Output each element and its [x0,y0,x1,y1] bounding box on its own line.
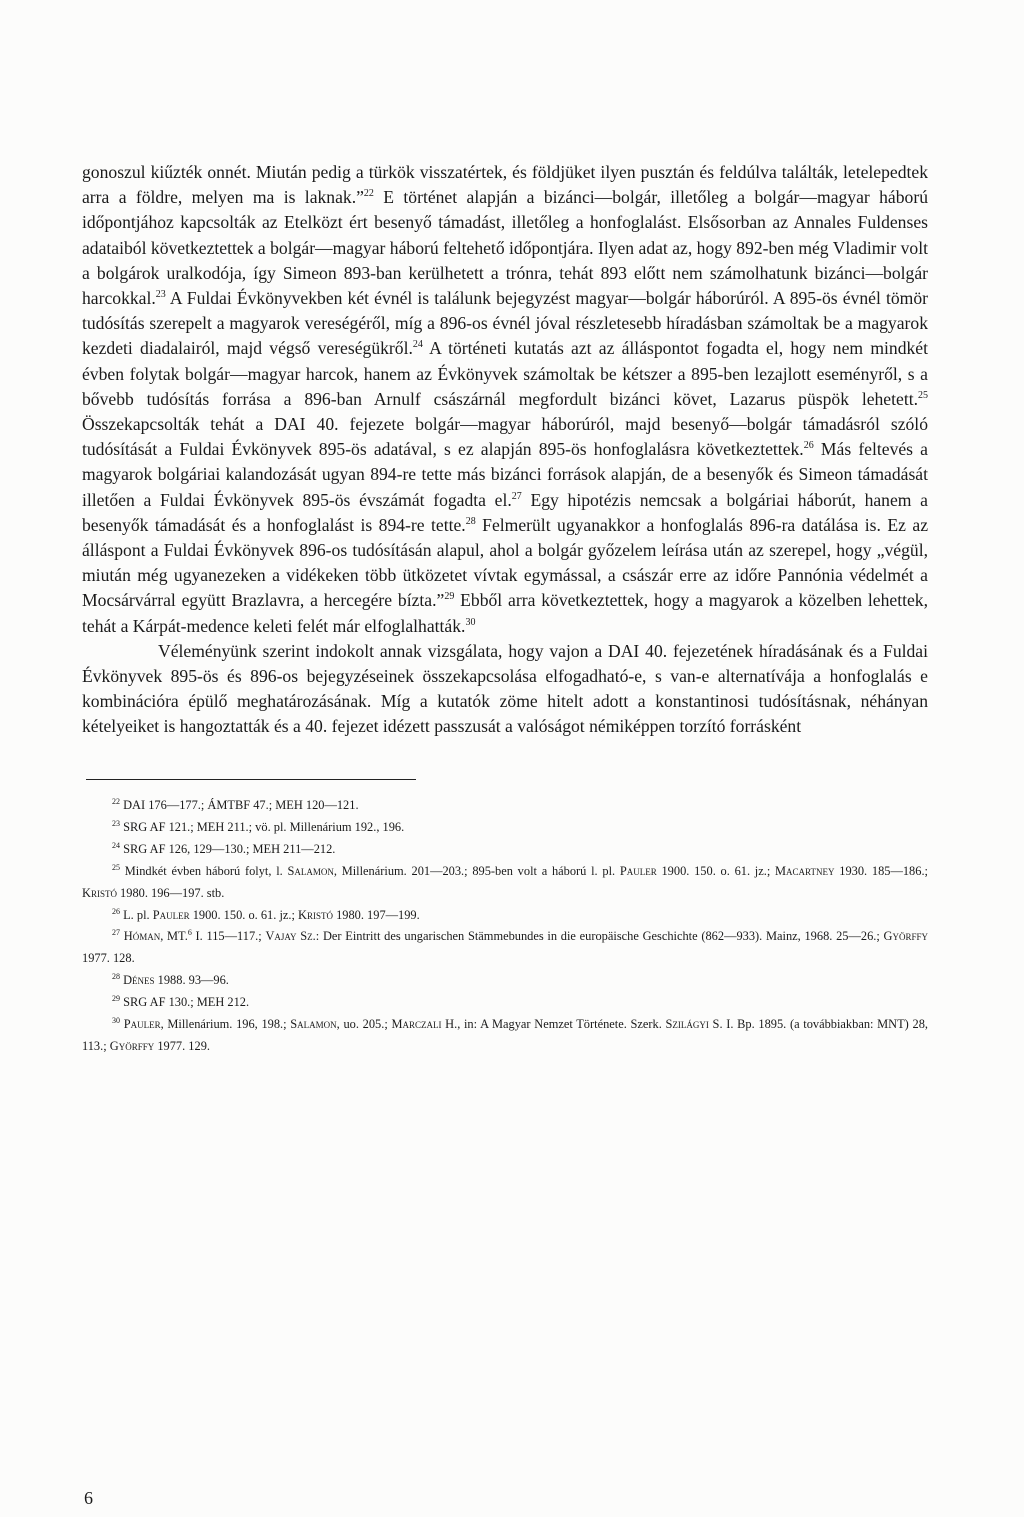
footnote-number: 26 [112,906,120,916]
author-name: Hóman [123,929,161,944]
author-name: Vajay Sz. [265,929,316,944]
footnote-ref-22[interactable]: 22 [363,188,374,200]
footnote-text: SRG AF 130.; MEH 212. [123,995,250,1010]
footnote-ref-24[interactable]: 24 [412,339,423,351]
footnote-text: L. pl. [123,907,153,922]
footnotes [82,795,928,1058]
main-text [82,160,928,740]
page-number: 6 [84,1488,93,1508]
footnote-28 [82,970,928,992]
footnote-text: , Millenárium. 201—203.; 895-ben volt a háború l. pl. [333,863,620,878]
footnote-ref-30[interactable]: 30 [465,616,476,628]
footnote-text: , MT. [160,929,188,944]
footnote-text: SRG AF 126, 129—130.; MEH 211—212. [123,841,336,856]
footnote-ref-27[interactable]: 27 [511,490,522,502]
footnote-ref-28[interactable]: 28 [465,515,476,527]
footnote-number: 30 [112,1015,120,1025]
footnote-text: 1930. 185—186.; [834,863,928,878]
footnote-number: 27 [112,928,120,938]
author-name: Macartney [775,863,835,878]
footnote-text: 1977. 129. [154,1038,210,1053]
text-segment: Más feltevés a magyarok bolgáriai kalandozását ugyan 894-re tette más bizánci források alapján, de a besenyők és Simeon támadását illetően a Fuldai Évkönyvek 895-ös évszámát fogadta el. [82,439,928,510]
footnote-23 [82,817,928,839]
paragraph-2 [82,639,928,740]
footnote-25 [82,861,928,905]
text-segment: Ebből arra következtettek, hogy a magyarok a közelben lehettek, tehát a Kárpát-medence keleti felét már elfoglalhatták. [82,590,929,636]
footnote-ref-23[interactable]: 23 [155,289,166,301]
footnote-ref-25[interactable]: 25 [918,389,928,401]
footnote-number: 23 [112,818,120,828]
footnote-text: I. 115—117.; [191,929,266,944]
footnote-26 [82,905,928,927]
footnote-ref-29[interactable]: 29 [444,591,455,603]
text-segment: A Fuldai Évkönyvekben két évnél is találunk bejegyzést magyar—bolgár háborúról. A 895-ös évnél tömör tudósítás szerepelt a magyarok vereségéről, míg a 896-os évnél jóval részletesebb híradásban számoltak be a magyarok kezdeti diadalairól, majd végső vereségükről. [82,288,928,359]
footnote-29 [82,992,928,1014]
text-segment: Felmerült ugyanakkor a honfoglalás 896-ra datálása is. Ez az álláspont a Fuldai Évkönyvek 896-os tudósításán alapul, ahol a bolgár győzelem leírása után az szerepel, hogy „végül, miután még ugyanezeken a vidékeken több ütközetet vívtak egymással, a császár erre az időre Pannónia védelmét a Mocsárvárral együtt Brazlavra, a hercegére bízta.” [82,514,928,611]
footnote-text: , Millenárium. 196, 198.; [160,1017,291,1032]
text-segment: Összekapcsolták tehát a DAI 40. fejezete bolgár—magyar háborúról, majd besenyő—bolgár támadásról szóló tudósítását a Fuldai Évkönyvek 895-ös adatával, s ez alapján 895-ös honfoglalásra következtettek. [82,414,928,460]
paragraph-1 [82,160,928,639]
footnote-text: Mindkét évben háború folyt, l. [124,863,288,878]
text-segment: Egy hipotézis nemcsak a bolgáriai háborút, hanem a besenyők támadását és a honfoglalást is 894-re tette. [82,489,928,535]
footnote-text: 1900. 150. o. 61. jz.; [656,863,776,878]
footnote-number: 28 [112,972,120,982]
author-name: Szilágyi S. [665,1017,723,1032]
text-segment: Véleményünk szerint indokolt annak vizsgálata, hogy vajon a DAI 40. fejezetének híradásának és a Fuldai Évkönyvek 895-ös és 896-os bejegyzéseinek összekapcsolása elfogadható-e, s van-e alternatívája a honfoglalás e kombinációra épülő meghatározásának. Míg a kutatók zöme hitelt adott a konstantinosi tudósításnak, néhányan kételyeiket is hangoztatták és a 40. fejezet idézett passzusát a valóságot némiképpen torzító forrásként [82,640,928,737]
footnote-text: , in: A Magyar Nemzet Története. Szerk. [457,1017,666,1032]
footnote-text: I. Bp. 1895. (a továbbiakban: MNT) 28, 113.; [82,1017,928,1053]
footnote-text: 1977. 128. [82,951,135,966]
author-name: Kristó [82,885,117,900]
footnote-24 [82,839,928,861]
footnote-22 [82,795,928,817]
footnote-27 [82,926,928,970]
author-name: Salamon [290,1017,337,1032]
footnote-text: SRG AF 121.; MEH 211.; vö. pl. Millenárium 192., 196. [123,819,405,834]
author-name: Györffy [883,929,929,944]
footnote-number: 22 [112,796,120,806]
author-name: Pauler [123,1017,161,1032]
author-name: Dénes [123,973,155,988]
footnote-text: , uo. 205.; [336,1017,392,1032]
footnote-number: 29 [112,994,120,1004]
footnote-text: 1980. 196—197. stb. [116,885,225,900]
text-segment: A történeti kutatás azt az álláspontot fogadta el, hogy nem mindkét évben folytak bolgár—magyar harcok, hanem az Évkönyvek számoltak be kétszer a 895-ben lezajlott eseményről, s a bővebb tudósítás forrása a 896-ban Arnulf császárnál megfordult bizánci követ, Lazarus püspök lehetett. [82,338,928,409]
author-name: Salamon [287,863,334,878]
author-name: Kristó [298,907,333,922]
text-segment: E történet alapján a bizánci—bolgár, illetőleg a bolgár—magyar háború időpontjához kapcsolták az Etelközt ért besenyő támadást, illetőleg a honfoglalást. Elsősorban az Annales Fuldenses adataiból következtettek a bolgár—magyar háború feltehető időpontjára. Ilyen adat az, hogy 892-ben még Vladimir volt a bolgárok uralkodója, így Simeon 893-ban kerülhetett a trónra, tehát 893 előtt nem számolhatunk bizánci—bolgár harcokkal. [82,187,928,309]
footnote-text: 1988. 93—96. [154,973,229,988]
author-name: Pauler [152,907,190,922]
author-name: Marczali H. [391,1017,458,1032]
author-name: Pauler [619,863,657,878]
author-name: Györffy [109,1038,155,1053]
text-segment: gonoszul kiűzték onnét. Miután pedig a türkök visszatértek, és földjüket ilyen pusztán és feldúlva találták, letelepedtek arra a földre, melyen ma is laknak.” [82,162,928,208]
footnote-ref-26[interactable]: 26 [803,440,814,452]
footnote-text: 1980. 197—199. [332,907,420,922]
footnote-divider [86,779,416,780]
footnote-30 [82,1014,928,1058]
edition-superscript: 6 [187,928,192,938]
footnote-number: 24 [112,840,120,850]
footnote-text: 1900. 150. o. 61. jz.; [189,907,299,922]
footnote-text: DAI 176—177.; ÁMTBF 47.; MEH 120—121. [123,798,359,812]
footnote-text: : Der Eintritt des ungarischen Stämmebundes in die europäische Geschichte (862—933). Mainz, 1968. 25—26.; [315,929,884,944]
footnote-number: 25 [112,862,120,872]
